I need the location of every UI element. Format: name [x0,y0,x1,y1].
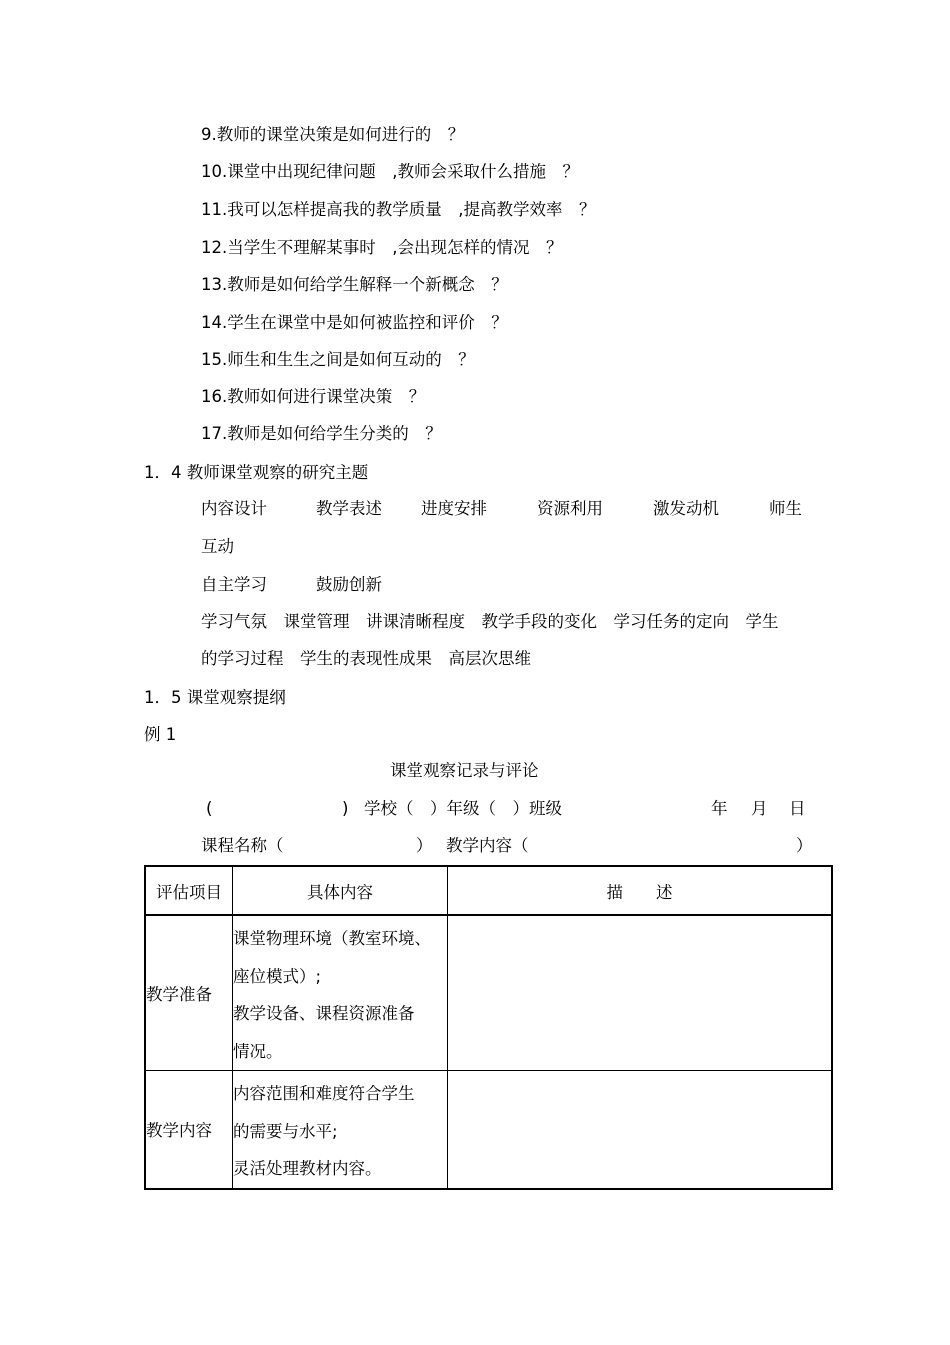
topic-item-cont: 互动 [201,537,234,556]
item-cell: 教学内容 [145,1071,233,1189]
question-item: 14.学生在课堂中是如何被监控和评价 ？ [201,313,508,332]
observation-table [144,865,833,1190]
header-cell-description: 描 述 [448,866,833,915]
question-item: 16.教师如何进行课堂决策 ？ [201,387,426,406]
topic-item: 激发动机 [653,499,719,518]
question-item: 12.当学生不理解某事时 ,会出现怎样的情况 ？ [201,238,563,257]
content-line: 课堂物理环境（教室环境、 [233,929,431,948]
content-line: 的需要与水平; [233,1121,338,1141]
question-item: 15.师生和生生之间是如何互动的 ？ [201,350,475,369]
form-title: 课堂观察记录与评论 [390,761,539,780]
table-row [145,1071,832,1189]
content-line: 座位模式）; [233,966,322,986]
school-paren-open: ( [206,799,213,818]
content-cell [233,1071,448,1189]
content-line: 教学设备、课程资源准备 [233,1004,415,1023]
course-name-label: 课程名称（ [201,836,284,855]
topic-item: 资源利用 [537,499,603,518]
topic-item: 师生 [769,499,802,518]
topic-item: 教学表述 [316,499,382,518]
question-item: 9.教师的课堂决策是如何进行的 ？ [201,125,465,144]
teaching-content-close: ） [796,836,813,855]
school-grade-class-label: 学校（ ）年级（ ）班级 [364,799,562,818]
year-label: 年 [711,799,728,818]
item-cell: 教学准备 [145,915,233,1071]
topic-line: 的学习过程 学生的表现性成果 高层次思维 [201,649,531,668]
topic-item: 自主学习 [201,575,267,594]
description-cell[interactable] [448,915,833,1071]
question-item: 17.教师是如何给学生分类的 ？ [201,424,442,443]
day-label: 日 [789,799,806,818]
header-cell-item: 评估项目 [145,866,233,915]
topic-item: 进度安排 [421,499,487,518]
table-row [145,915,832,1071]
table-header-row [145,866,832,915]
teaching-content-label: 教学内容（ [446,836,529,855]
question-item: 13.教师是如何给学生解释一个新概念 ？ [201,275,508,294]
topic-item: 内容设计 [201,499,267,518]
content-line: 内容范围和难度符合学生 [233,1084,415,1103]
course-name-close: ） [416,836,433,855]
question-item: 10.课堂中出现纪律问题 ,教师会采取什么措施 ？ [201,162,579,181]
description-cell[interactable] [448,1071,833,1189]
topic-line: 学习气氛 课堂管理 讲课清晰程度 教学手段的变化 学习任务的定向 学生 [201,612,779,631]
school-paren-close: ) [342,799,349,818]
header-cell-content: 具体内容 [233,866,448,915]
content-line: 灵活处理教材内容。 [233,1159,382,1178]
section-heading-1-4: 1．4 教师课堂观察的研究主题 [144,463,369,482]
example-label: 例 1 [144,725,177,744]
topic-item: 鼓励创新 [316,575,382,594]
content-line: 情况。 [233,1041,283,1061]
question-item: 11.我可以怎样提高我的教学质量 ,提高教学效率 ？ [201,200,596,219]
month-label: 月 [751,799,768,818]
section-heading-1-5: 1．5 课堂观察提纲 [144,688,286,707]
content-cell [233,915,448,1071]
